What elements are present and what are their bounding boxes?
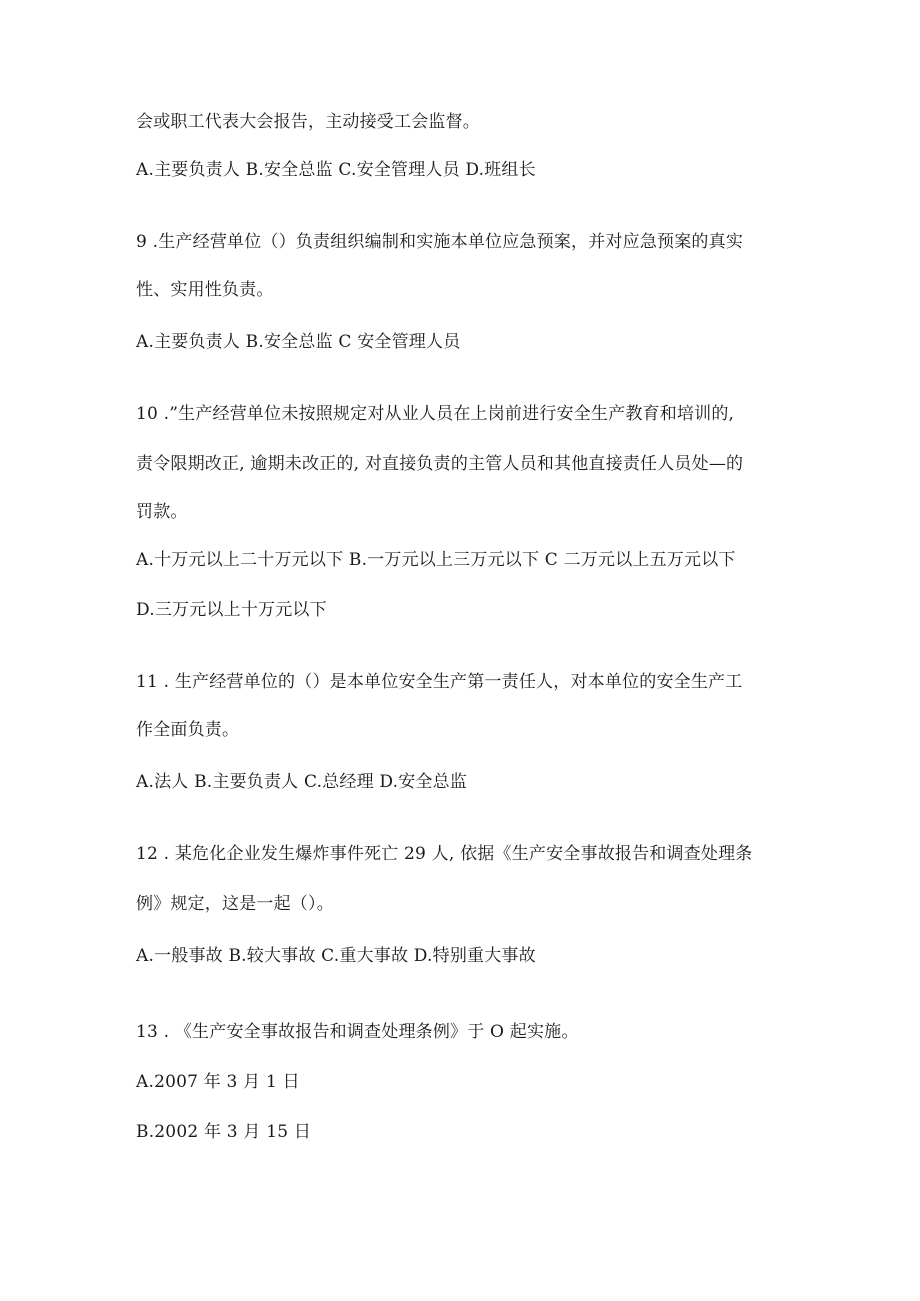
q12-text-line1: 12 . 某危化企业发生爆炸事件死亡 29 人, 依据《生产安全事故报告和调查处理条 [136,844,753,864]
q11-text-line2: 作全面负责。 [136,720,240,740]
q10-text-line3: 罚款。 [136,502,188,522]
q13-option-a: A.2007 年 3 月 1 日 [136,1072,300,1092]
q8-options: A.主要负责人 B.安全总监 C.安全管理人员 D.班组长 [136,160,536,180]
q10-text-line1: 10 .”生产经营单位未按照规定对从业人员在上岗前进行安全生产教育和培训的, [136,404,735,424]
q11-options: A.法人 B.主要负责人 C.总经理 D.安全总监 [136,772,468,792]
q8-text-continued: 会或职工代表大会报告，主动接受工会监督。 [136,112,480,132]
q10-options-line2: D.三万元以上十万元以下 [136,600,327,620]
q12-text-line2: 例》规定，这是一起（）。 [136,894,334,914]
q13-option-b: B.2002 年 3 月 15 日 [136,1122,312,1142]
q13-text: 13 . 《生产安全事故报告和调查处理条例》于 O 起实施。 [136,1022,579,1042]
q12-options: A.一般事故 B.较大事故 C.重大事故 D.特别重大事故 [136,946,536,966]
q9-text-line2: 性、实用性负责。 [136,280,274,300]
q10-options-line1: A.十万元以上二十万元以下 B.一万元以上三万元以下 C 二万元以上五万元以下 [136,550,736,570]
q11-text-line1: 11 . 生产经营单位的（）是本单位安全生产第一责任人，对本单位的安全生产工 [136,672,743,692]
q9-text-line1: 9 .生产经营单位（）负责组织编制和实施本单位应急预案，并对应急预案的真实 [136,232,744,252]
q10-text-line2: 责令限期改正, 逾期未改正的, 对直接负责的主管人员和其他直接责任人员处—的 [136,454,744,474]
q9-options: A.主要负责人 B.安全总监 C 安全管理人员 [136,332,461,352]
